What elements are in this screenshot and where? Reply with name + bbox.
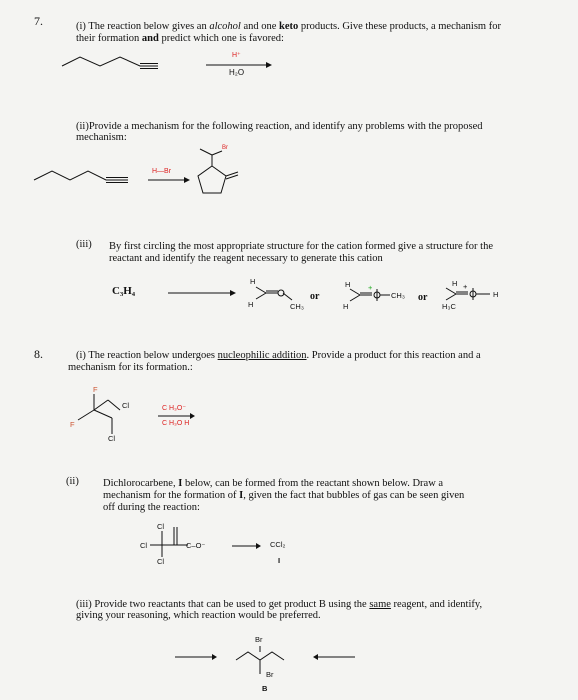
q7-iii-c3-plus: + — [463, 282, 468, 291]
q7-iii-c2-h-top: H — [345, 280, 351, 289]
q8-iii-br-top: Br — [255, 635, 263, 644]
q7-iii-c1-h-top: H — [250, 277, 256, 286]
q8-iii-br-bottom: Br — [266, 670, 274, 679]
q7-i-reagent-bottom: H₂O — [229, 68, 245, 77]
q7-iii-formula: C₃H₄ — [112, 285, 136, 297]
q8-ii-cl-left: Cl — [140, 541, 148, 550]
question-8-number: 8. — [34, 347, 43, 361]
q7-part-ii-text-line2: mechanism: — [76, 132, 127, 143]
q8-ii-product-id: I — [278, 556, 281, 565]
q7-iii-c1-ch3: CH₃ — [290, 302, 304, 311]
q7-part-iii-label: (iii) — [76, 239, 92, 250]
q7-iii-c1-h-bottom: H — [248, 300, 254, 309]
q8-ii-cl-top: Cl — [157, 522, 165, 531]
q8-i-atom-cl1: Cl — [122, 401, 130, 410]
q8-ii-cl-bottom: Cl — [157, 557, 165, 566]
q7-iii-c3-h3c: H₃C — [442, 302, 456, 311]
q8-i-atom-cl2: Cl — [108, 434, 116, 443]
q8-i-reagent-bottom: C H₃O H — [162, 420, 190, 427]
q7-part-i-text-line2: their formation and predict which one is favored: — [76, 33, 284, 44]
q7-part-iii-text-line2: reactant and identify the reagent necessary to generate this cation — [109, 253, 383, 264]
q7-iii-c2-plus: + — [368, 283, 373, 292]
question-7-number: 7. — [34, 14, 43, 28]
q8-part-ii-text-line1: Dichlorocarbene, I below, can be formed from the reactant shown below. Draw a — [103, 478, 444, 489]
q7-iii-c3-h-right: H — [493, 290, 499, 299]
q8-part-i-text-line1: (i) The reaction below undergoes nucleophilic addition. Provide a product for this reaction and a — [76, 350, 481, 361]
q7-part-ii-text-line1: (ii)Provide a mechanism for the following reaction, and identify any problems with the proposed — [76, 121, 483, 132]
q7-iii-c2-ch3: CH₃ — [391, 291, 405, 300]
q8-part-iii-text-line1: (iii) Provide two reactants that can be used to get product B using the same reagent, and identify, — [76, 599, 483, 610]
q8-i-atom-f1: F — [93, 385, 98, 394]
q8-part-ii-label: (ii) — [66, 476, 79, 487]
q7-iii-or-2: or — [418, 292, 428, 303]
q8-ii-product: CCl₂ — [270, 540, 286, 549]
q8-part-ii-text-line2: mechanism for the formation of I, given the fact that bubbles of gas can be seen given — [103, 490, 465, 501]
q7-iii-c3-h-top: H — [452, 279, 458, 288]
q8-ii-carbonyl: C–O⁻ — [186, 541, 206, 550]
q7-i-reagent-top: H⁺ — [232, 52, 241, 59]
q8-iii-product-id: B — [262, 684, 268, 693]
q7-iii-c2-h-bottom: H — [343, 302, 349, 311]
q8-i-reagent-top: C H₃O⁻ — [162, 405, 187, 412]
q8-part-i-text-line2: mechanism for its formation.: — [68, 362, 193, 373]
q7-part-iii-text-line1: By first circling the most appropriate structure for the cation formed give a structure for the — [109, 241, 493, 252]
q7-part-i-text-line1: (i) The reaction below gives an alcohol and one keto products. Give these products, a mechanism for — [76, 21, 501, 32]
q8-part-ii-text-line3: off during the reaction: — [103, 502, 200, 513]
q7-ii-product-br-label: Br — [222, 145, 228, 151]
q8-part-iii-text-line2: giving your reasoning, which reaction would be preferred. — [76, 610, 321, 621]
q8-i-atom-f2: F — [70, 420, 75, 429]
q7-ii-reagent: H—Br — [152, 168, 172, 175]
q7-iii-or-1: or — [310, 291, 320, 302]
